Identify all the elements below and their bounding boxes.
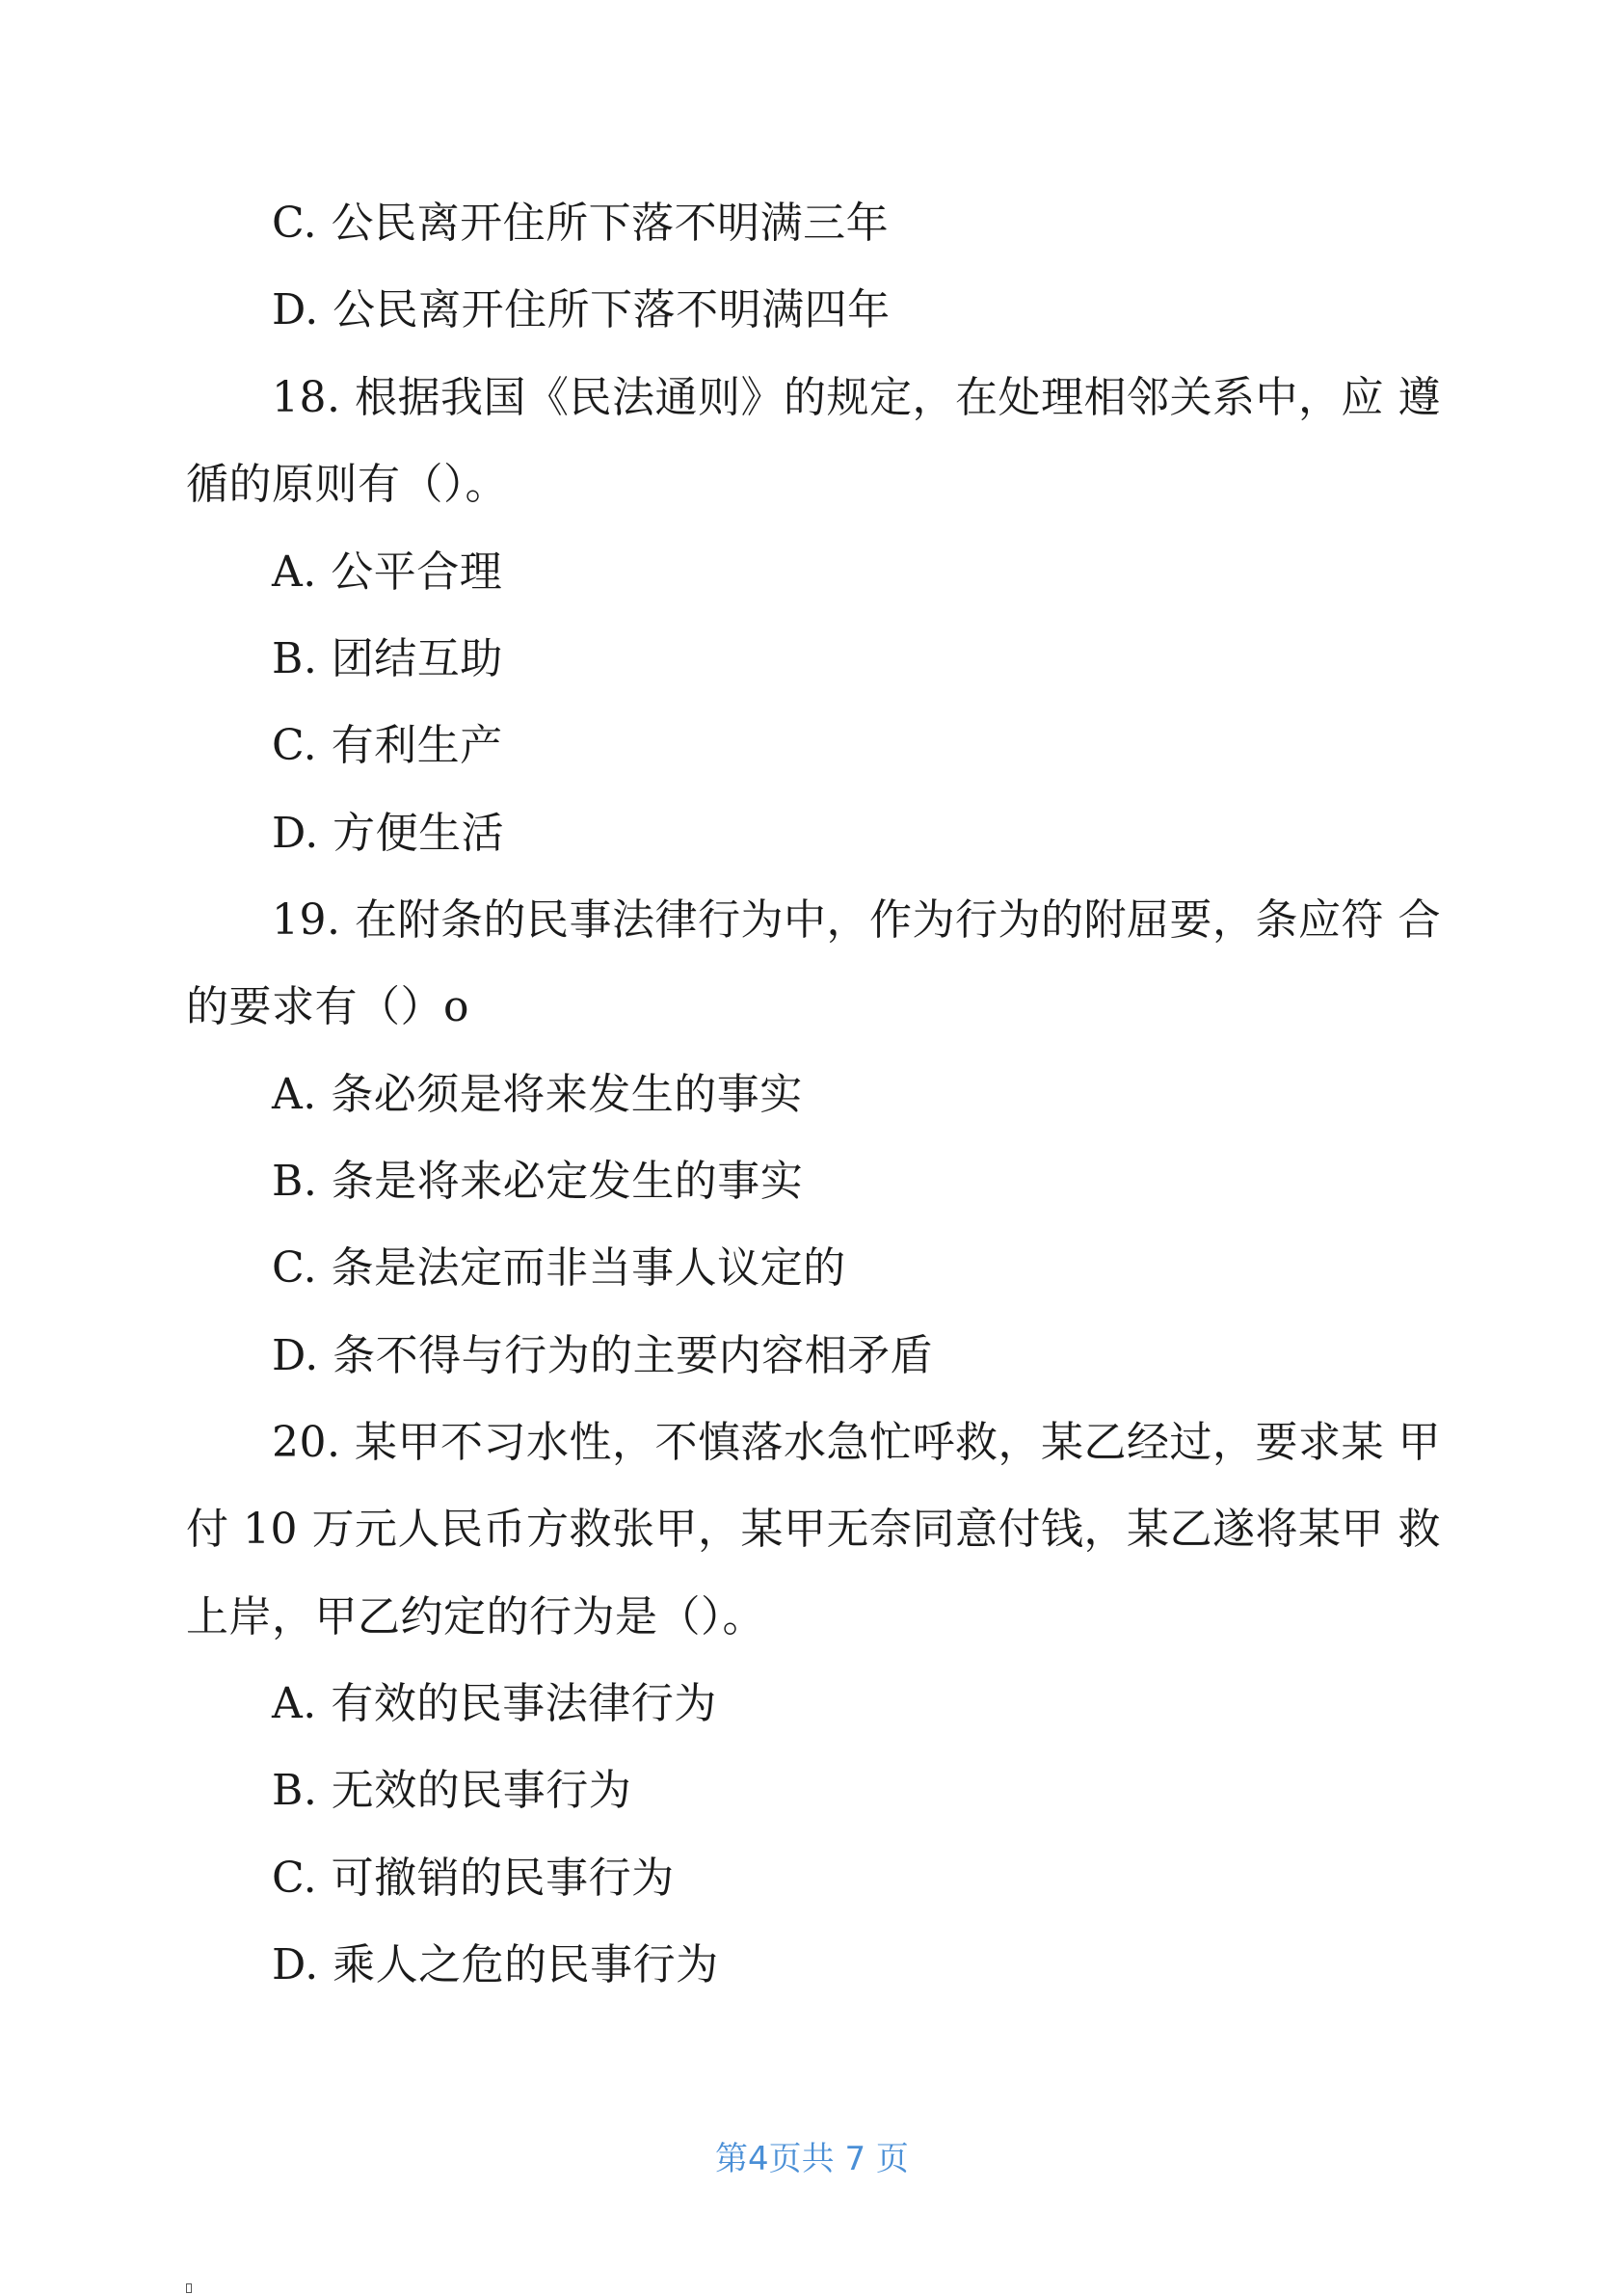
question-19-line-1: 19. 在附条的民事法律行为中，作为行为的附屈要，条应符 合 (272, 895, 1441, 945)
option-18c: C. 有利生产 (272, 721, 503, 770)
option-19b: B. 条是将来必定发生的事实 (272, 1157, 804, 1206)
question-18-line-2: 循的原则有（）。 (186, 460, 508, 509)
question-20-line-2: 付 10 万元人民币方救张甲，某甲无奈同意付钱，某乙遂将某甲 救 (186, 1505, 1441, 1554)
placeholder-glyph-icon (186, 2283, 192, 2293)
option-20a: A. 有效的民事法律行为 (272, 1679, 717, 1728)
option-17c: C. 公民离开住所下落不明满三年 (272, 199, 890, 248)
question-19-line-2: 的要求有（）o (186, 982, 469, 1031)
option-18a: A. 公平合理 (272, 547, 503, 597)
option-19a: A. 条必须是将来发生的事实 (272, 1070, 803, 1119)
option-20b: B. 无效的民事行为 (272, 1766, 632, 1815)
question-20-line-1: 20. 某甲不习水性，不慎落水急忙呼救，某乙经过，要求某 甲 (272, 1418, 1441, 1467)
option-18b: B. 团结互助 (272, 634, 503, 683)
option-17d: D. 公民离开住所下落不明满四年 (272, 285, 891, 334)
option-19d: D. 条不得与行为的主要内容相矛盾 (272, 1331, 934, 1380)
option-19c: C. 条是法定而非当事人议定的 (272, 1243, 846, 1293)
option-20c: C. 可撤销的民事行为 (272, 1854, 675, 1903)
question-20-line-3: 上岸，甲乙约定的行为是（）。 (186, 1592, 765, 1641)
page-number: 第4页共 7 页 (715, 2140, 909, 2178)
question-18-line-1: 18. 根据我国《民法通则》的规定，在处理相邻关系中，应 遵 (272, 373, 1441, 422)
option-18d: D. 方便生活 (272, 809, 505, 858)
option-20d: D. 乘人之危的民事行为 (272, 1940, 719, 1989)
